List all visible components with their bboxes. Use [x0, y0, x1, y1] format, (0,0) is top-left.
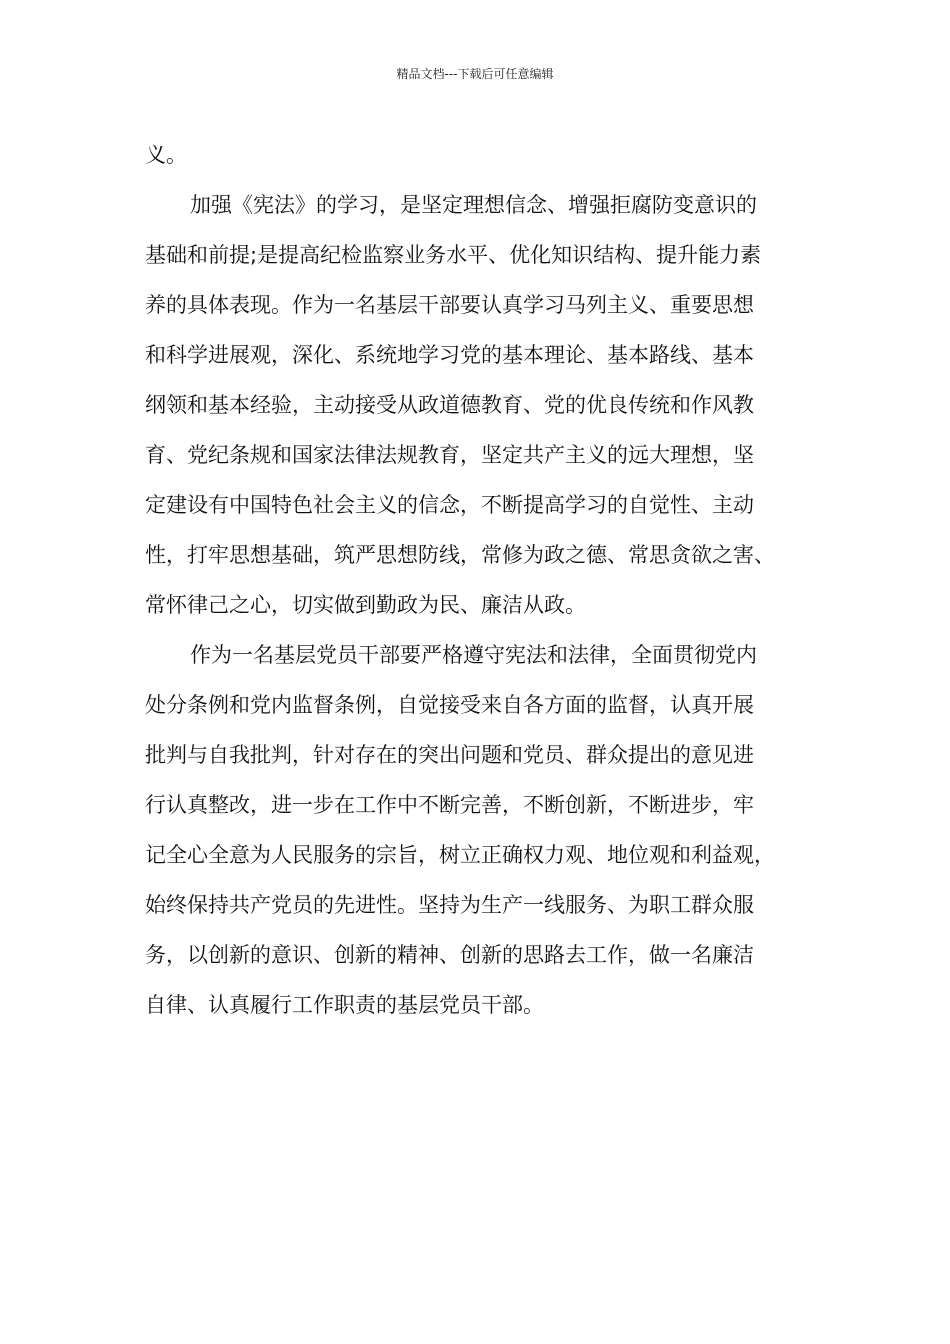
paragraph-start-line: 加强《宪法》的学习，是坚定理想信念、增强拒腐防变意识的 — [190, 193, 757, 217]
text-line: 义。 — [145, 143, 187, 167]
text-line: 务，以创新的意识、创新的精神、创新的思路去工作，做一名廉洁 — [145, 943, 754, 967]
text-line: 基础和前提;是提高纪检监察业务水平、优化知识结构、提升能力素 — [145, 243, 762, 267]
paragraph-start-line: 作为一名基层党员干部要严格遵守宪法和法律，全面贯彻党内 — [190, 643, 757, 667]
text-line: 记全心全意为人民服务的宗旨，树立正确权力观、地位观和利益观， — [145, 843, 775, 867]
text-line: 定建设有中国特色社会主义的信念，不断提高学习的自觉性、主动 — [145, 493, 754, 517]
text-line: 始终保持共产党员的先进性。坚持为生产一线服务、为职工群众服 — [145, 893, 754, 917]
text-line: 养的具体表现。作为一名基层干部要认真学习马列主义、重要思想 — [145, 293, 754, 317]
text-line: 育、党纪条规和国家法律法规教育，坚定共产主义的远大理想，坚 — [145, 443, 754, 467]
text-line: 行认真整改，进一步在工作中不断完善，不断创新，不断进步，牢 — [145, 793, 754, 817]
text-line: 处分条例和党内监督条例，自觉接受来自各方面的监督，认真开展 — [145, 693, 754, 717]
text-line: 纲领和基本经验，主动接受从政道德教育、党的优良传统和作风教 — [145, 393, 754, 417]
page-header: 精品文档---下载后可任意编辑 — [396, 67, 554, 81]
text-line: 和科学进展观，深化、系统地学习党的基本理论、基本路线、基本 — [145, 343, 754, 367]
document-body — [145, 130, 825, 1030]
text-line: 批判与自我批判，针对存在的突出问题和党员、群众提出的意见进 — [145, 743, 754, 767]
text-line: 性，打牢思想基础，筑严思想防线，常修为政之德、常思贪欲之害、 — [145, 543, 775, 567]
text-line: 常怀律己之心，切实做到勤政为民、廉洁从政。 — [145, 593, 586, 617]
text-line: 自律、认真履行工作职责的基层党员干部。 — [145, 993, 544, 1017]
